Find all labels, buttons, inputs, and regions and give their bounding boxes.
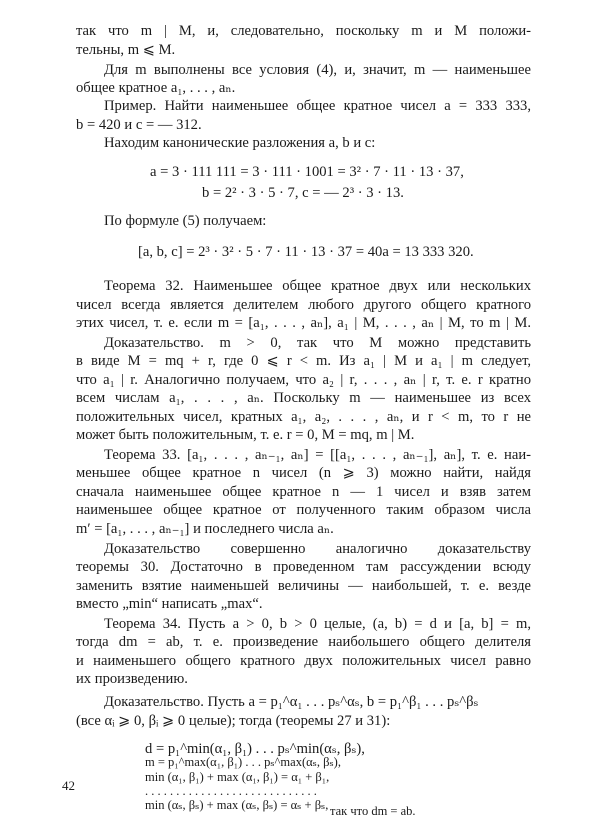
theorem-32-line: этих чисел, т. е. если m = [a₁, . . . , aₙ], a₁ | M, . . . , aₙ | M, то m | M. (76, 315, 531, 331)
formula-line: b = 2² · 3 · 5 · 7, c = — 2³ · 3 · 13. (202, 185, 404, 201)
theorem-33-line: m′ = [a₁, . . . , aₙ₋₁] и последнего числа aₙ. (76, 521, 334, 537)
formula-line: d = p₁^min(α₁, β₁) . . . pₛ^min(αₛ, βₛ), (145, 741, 365, 757)
proof-line: в виде M = mq + r, где 0 ⩽ r < m. Из a₁ | M и a₁ | m следует, (76, 353, 531, 369)
theorem-33-line: меньшее общее кратное n чисел (n ⩾ 3) можно найти, найдя (76, 465, 531, 481)
proof-line: что a₁ | r. Аналогично получаем, что a₂ | r, . . . , aₙ | r, т. е. r кратно (76, 372, 531, 388)
proof-line: Доказательство. Пусть a = p₁^α₁ . . . pₛ^αₛ, b = p₁^β₁ . . . pₛ^βₛ (104, 694, 479, 710)
theorem-33-line: наименьшее общее кратное от полученного таким образом числа (76, 502, 531, 518)
text-line: общее кратное a₁, . . . , aₙ. (76, 80, 236, 96)
formula-line: . . . . . . . . . . . . . . . . . . . . . . . . . . . . (145, 784, 317, 798)
text-line: По формуле (5) получаем: (104, 213, 267, 229)
text-line: тельны, m ⩽ M. (76, 42, 176, 58)
theorem-32-line: Теорема 32. Наименьшее общее кратное двух или нескольких (104, 278, 531, 294)
theorem-34-line: Теорема 34. Пусть a > 0, b > 0 целые, (a, b) = d и [a, b] = m, (104, 616, 531, 632)
theorem-33-line: Теорема 33. [a₁, . . . , aₙ₋₁, aₙ] = [[a₁, . . . , aₙ₋₁], aₙ], т. е. наи- (104, 447, 531, 463)
text-line: так что dm = ab. (330, 804, 416, 818)
text-line: так что m | M, и, следовательно, поскольку m и M положи- (76, 23, 531, 39)
text-line: b = 420 и c = — 312. (76, 117, 202, 133)
proof-line: Доказательство совершенно аналогично доказательству (104, 541, 531, 557)
proof-line: (все αᵢ ⩾ 0, βᵢ ⩾ 0 целые); тогда (теоремы 27 и 31): (76, 713, 391, 729)
proof-line: вместо „min“ написать „max“. (76, 596, 263, 612)
page-number: 42 (62, 778, 75, 793)
text-line: Для m выполнены все условия (4), и, значит, m — наименьшее (104, 62, 531, 78)
proof-line: теоремы 30. Достаточно в проведенном там рассуждении всюду (76, 559, 531, 575)
theorem-32-line: чисел всегда является делителем любого другого общего кратного (76, 297, 531, 313)
proof-line: всем числам a₁, . . . , aₙ. Поскольку m — наименьшее из всех (76, 390, 531, 406)
proof-line: может быть положительным, т. е. r = 0, M = mq, m | M. (76, 427, 415, 443)
theorem-34-line: и наименьшего общего кратного двух положительных чисел равно (76, 653, 531, 669)
ellipsis-line: min (α₁, β₁) + max (α₁, β₁) = α₁ + β₁, (145, 770, 330, 784)
example-line: Пример. Найти наименьшее общее кратное чисел a = 333 333, (104, 98, 531, 114)
theorem-34-line: тогда dm = ab, т. е. произведение наибольшего общего делителя (76, 634, 531, 650)
theorem-34-line: их произведению. (76, 671, 188, 687)
proof-line: заменить взятие наименьшей величины — наибольшей, т. е. везде (76, 578, 531, 594)
proof-line: положительных чисел, кратных a₁, a₂, . . . , aₙ, и r < m, то r не (76, 409, 531, 425)
formula-line: a = 3 · 111 111 = 3 · 111 · 1001 = 3² · 7 · 11 · 13 · 37, (150, 164, 464, 180)
theorem-33-line: сначала наименьшее общее кратное n — 1 чисел и взяв затем (76, 484, 531, 500)
proof-line: Доказательство. m > 0, так что M можно представить (104, 335, 531, 351)
formula-line: m = p₁^max(α₁, β₁) . . . pₛ^max(αₛ, βₛ), (145, 755, 341, 769)
text-line: Находим канонические разложения a, b и c: (104, 135, 376, 151)
formula-line: min (αₛ, βₛ) + max (αₛ, βₛ) = αₛ + βₛ, (145, 798, 329, 812)
formula-line: [a, b, c] = 2³ · 3² · 5 · 7 · 11 · 13 · 37 = 40a = 13 333 320. (138, 244, 474, 260)
